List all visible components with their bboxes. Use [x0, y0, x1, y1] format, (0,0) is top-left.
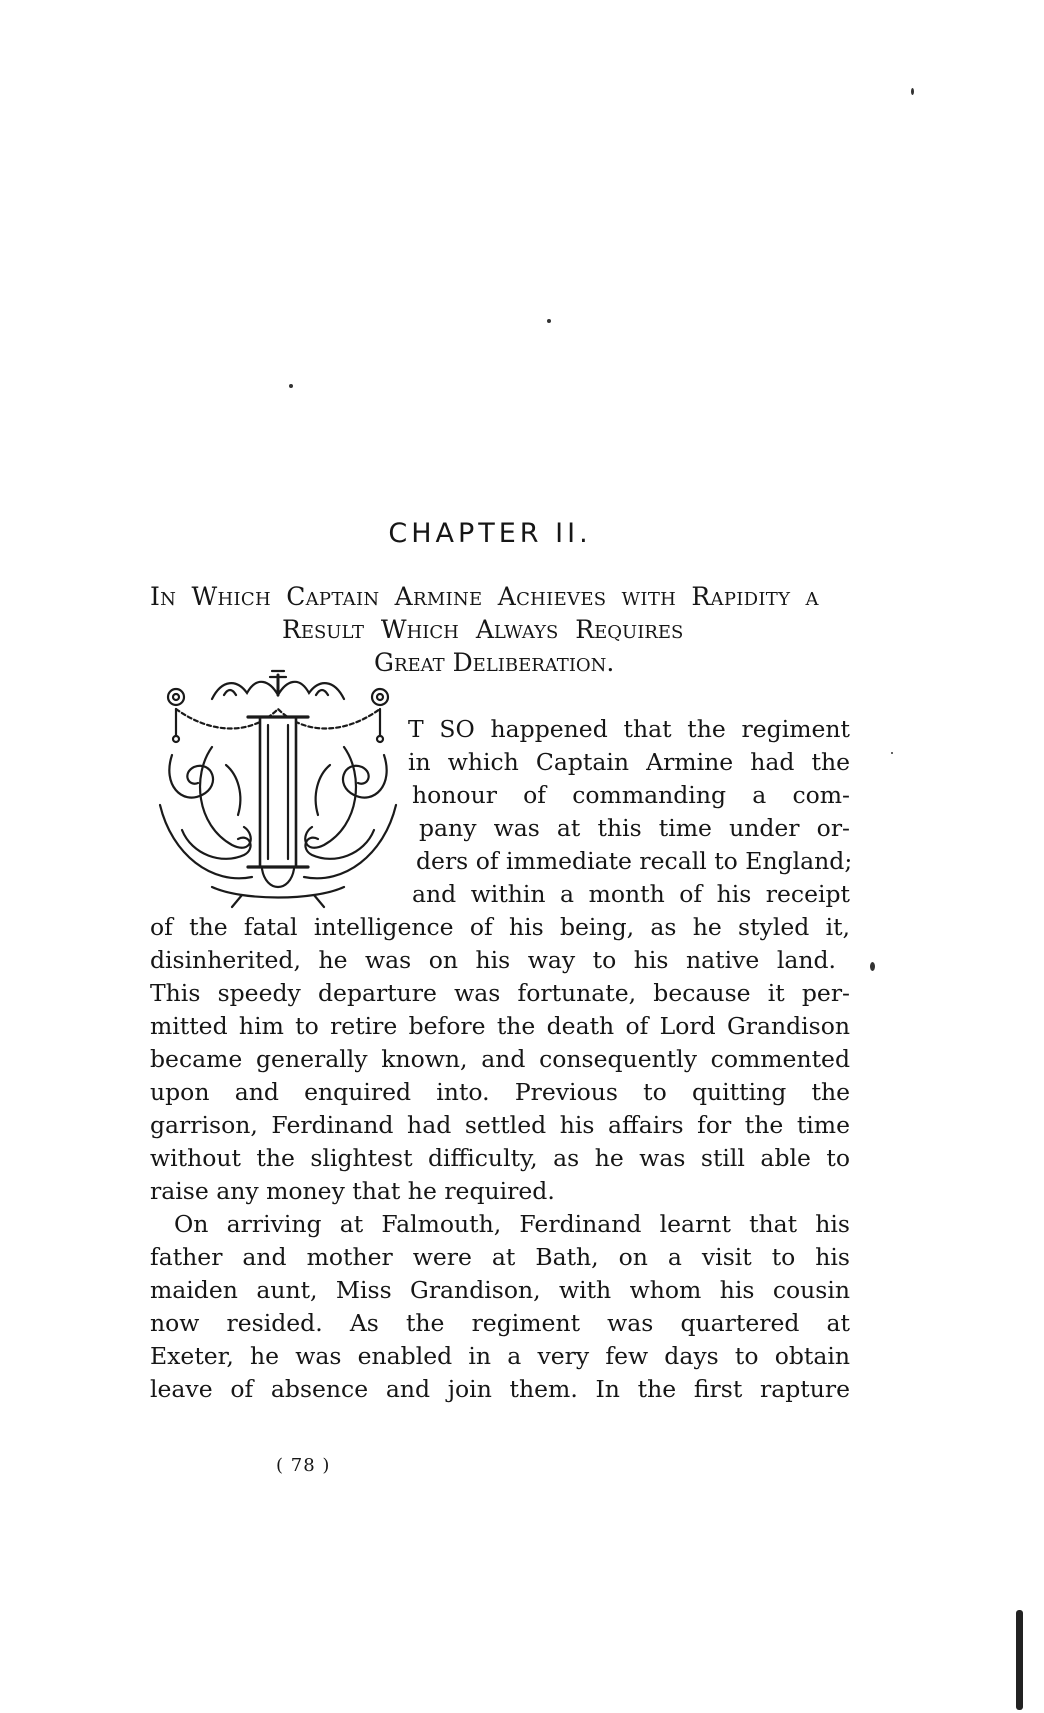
body-line: of the fatal intelligence of his being, as he styled it, [150, 913, 850, 941]
body-line: father and mother were at Bath, on a visit to his [150, 1243, 850, 1271]
page-number: ( 78 ) [276, 1455, 331, 1476]
chapter-subtitle-line-2: Result Which Always Requires [282, 615, 684, 644]
scan-edge-mark [1016, 1610, 1023, 1710]
body-line: On arriving at Falmouth, Ferdinand learnt that his [174, 1210, 850, 1238]
scan-speck [911, 88, 914, 95]
scan-speck [891, 752, 893, 754]
body-line: T SO happened that the regiment [408, 715, 850, 743]
scan-speck [870, 962, 875, 971]
chapter-heading: CHAPTER II. [388, 518, 592, 549]
body-line: garrison, Ferdinand had settled his affairs for the time [150, 1111, 850, 1139]
scan-speck [547, 319, 551, 323]
chapter-subtitle-line-1: In Which Captain Armine Achieves with Rapidity a [150, 582, 819, 611]
body-line: maiden aunt, Miss Grandison, with whom his cousin [150, 1276, 850, 1304]
body-line: without the slightest difficulty, as he was still able to [150, 1144, 850, 1172]
body-line: leave of absence and join them. In the first rapture [150, 1375, 850, 1403]
body-line: in which Captain Armine had the [408, 748, 850, 776]
body-line: raise any money that he required. [150, 1177, 555, 1205]
body-line: disinherited, he was on his way to his native land. [150, 946, 836, 974]
body-line: This speedy departure was fortunate, because it per- [150, 979, 850, 1007]
body-line: honour of commanding a com- [412, 781, 850, 809]
body-line: became generally known, and consequently commented [150, 1045, 850, 1073]
scan-speck [289, 384, 293, 388]
body-line: Exeter, he was enabled in a very few days to obtain [150, 1342, 850, 1370]
body-line: ders of immediate recall to England; [416, 847, 853, 875]
ornamental-dropcap [152, 655, 404, 913]
body-line: mitted him to retire before the death of Lord Grandison [150, 1012, 850, 1040]
body-line: pany was at this time under or- [419, 814, 850, 842]
body-line: now resided. As the regiment was quartered at [150, 1309, 850, 1337]
body-line: and within a month of his receipt [412, 880, 850, 908]
chapter-subtitle-line-3: Great Deliberation. [374, 648, 615, 677]
body-line: upon and enquired into. Previous to quitting the [150, 1078, 850, 1106]
